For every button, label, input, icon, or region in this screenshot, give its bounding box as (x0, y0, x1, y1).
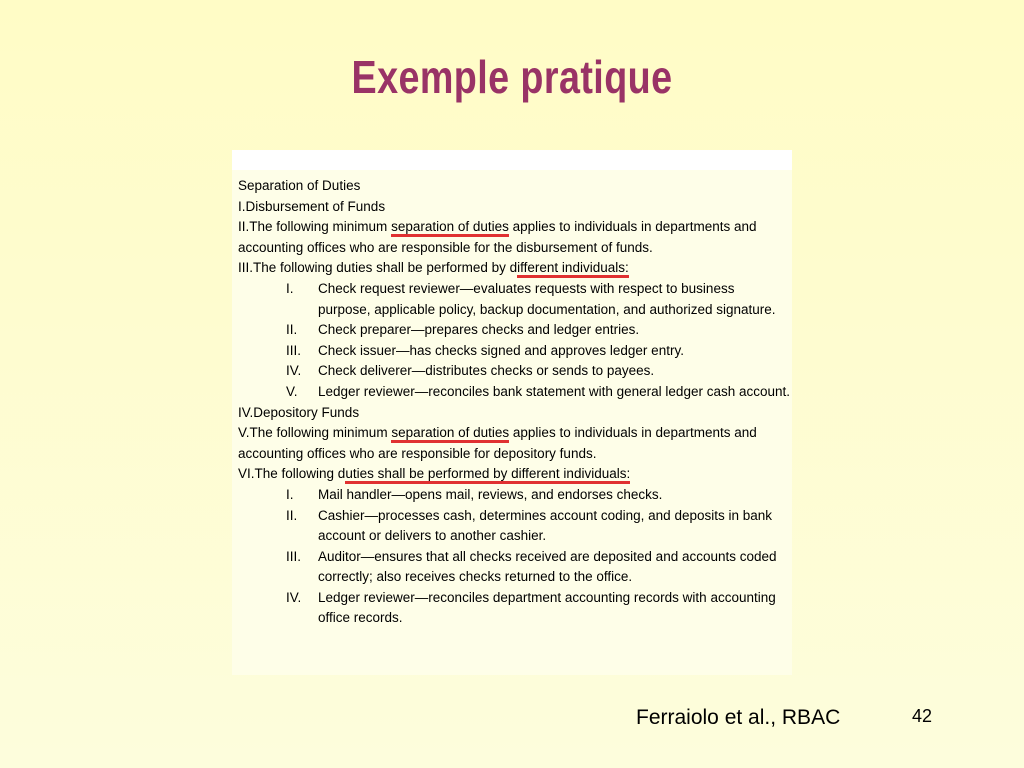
section-3-highlight: ifferent individuals: (517, 260, 629, 278)
list-item-text: Cashier—processes cash, determines account coding, and deposits in bank account or delivers to another cashier. (318, 507, 773, 544)
list-item-text: Auditor—ensures that all checks received are deposited and accounts coded correctly; also receives checks returned to the office. (318, 548, 777, 585)
section-5-pre: V.The following minimum (238, 425, 392, 441)
list-item-num: IV. (286, 589, 302, 605)
section-2 (238, 217, 790, 238)
list-item-num: I. (286, 280, 294, 296)
section-6-pre: VI.The following d (238, 466, 346, 482)
section-6 (238, 464, 790, 485)
section-2-pre: II.The following minimum (238, 219, 392, 235)
list-item (238, 361, 790, 382)
list-item-text: Check preparer—prepares checks and ledger entries. (318, 322, 640, 338)
slide-title: Exemple pratique (351, 51, 673, 103)
document-top-band (232, 150, 792, 170)
section-4: IV.Depository Funds (238, 404, 360, 420)
section-5-post: applies to individuals in departments and (509, 425, 757, 441)
section-3 (238, 258, 790, 279)
list-item-text: Check deliverer—distributes checks or sends to payees. (318, 363, 655, 379)
citation-footer: Ferraiolo et al., RBAC (636, 706, 841, 729)
list-item (238, 485, 790, 506)
list-item (238, 506, 790, 547)
section-5-line2: accounting offices who are responsible for depository funds. (238, 445, 597, 461)
list-item-num: IV. (286, 363, 302, 379)
section-5 (238, 423, 790, 444)
section-5-highlight: separation of duties (391, 425, 509, 443)
list-item-text: Check issuer—has checks signed and approves ledger entry. (318, 342, 684, 358)
section-3-pre: III.The following duties shall be performed by d (238, 260, 518, 276)
list-item (238, 279, 790, 320)
section-6-highlight: uties shall be performed by different individuals: (345, 466, 630, 484)
document-excerpt (232, 170, 792, 675)
list-1 (238, 279, 790, 403)
list-item (238, 382, 790, 403)
list-item-num: II. (286, 322, 298, 338)
list-item-num: II. (286, 507, 298, 523)
section-2-post: applies to individuals in departments and (508, 219, 757, 235)
page-number: 42 (912, 706, 933, 726)
list-item-text: Ledger reviewer—reconciles bank statement with general ledger cash account. (318, 383, 791, 399)
list-item (238, 547, 790, 588)
list-item-text: Ledger reviewer—reconciles department accounting records with accounting office records. (318, 589, 776, 626)
section-2-highlight: separation of duties (391, 219, 509, 237)
document-body (238, 176, 790, 629)
list-2 (238, 485, 790, 629)
list-item (238, 341, 790, 362)
doc-heading: Separation of Duties (238, 178, 361, 193)
section-1: I.Disbursement of Funds (238, 198, 386, 214)
list-item-num: I. (286, 486, 294, 502)
list-item-text: Mail handler—opens mail, reviews, and endorses checks. (318, 486, 663, 502)
list-item-text: Check request reviewer—evaluates requests with respect to business purpose, applicable policy, backup documentation, and authorized signature. (318, 280, 776, 317)
list-item-num: III. (286, 342, 302, 358)
list-item-num: III. (286, 548, 302, 564)
list-item-num: V. (286, 383, 298, 399)
list-item (238, 320, 790, 341)
section-2-line2: accounting offices who are responsible for the disbursement of funds. (238, 239, 653, 255)
list-item (238, 588, 790, 629)
